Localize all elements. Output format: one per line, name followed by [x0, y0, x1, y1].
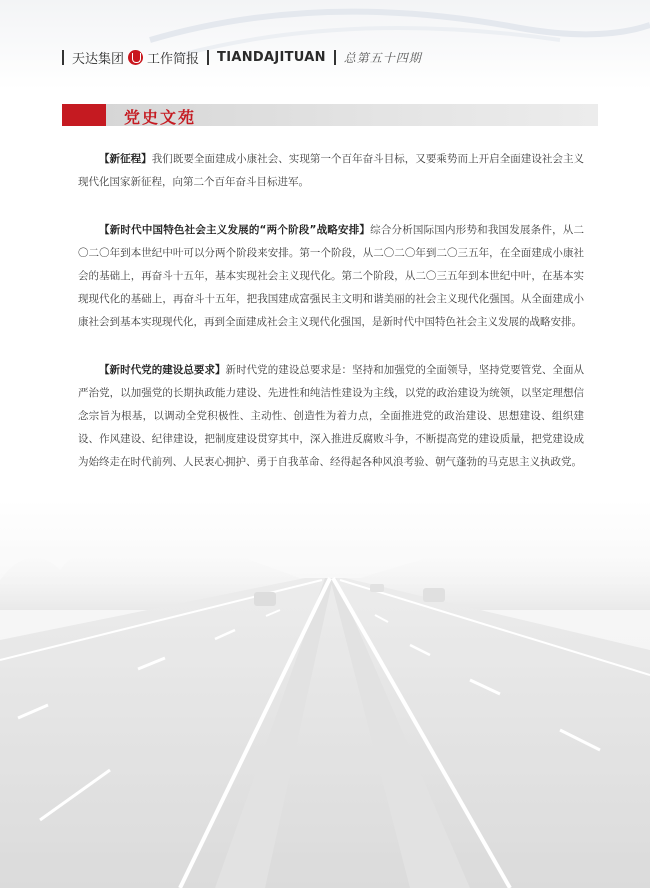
page-header — [62, 46, 422, 68]
header-divider — [207, 50, 209, 65]
header-swoosh-decoration — [0, 0, 650, 90]
paragraph-text: 新时代党的建设总要求是：坚持和加强党的全面领导，坚持党要管党、全面从严治党，以加强党的长期执政能力建设、先进性和纯洁性建设为主线，以党的政治建设为统领，以坚定理想信念宗旨为根基，以调动全党积极性、主动性、创造性为着力点，全面推进党的政治建设、思想建设、组织建设、作风建设、纪律建设，把制度建设贯穿其中，深入推进反腐败斗争，不断提高党的建设质量，把党建设成为始终走在时代前列、人民衷心拥护、勇于自我革命、经得起各种风浪考验、朝气蓬勃的马克思主义执政党。 — [78, 364, 585, 468]
header-divider — [334, 50, 336, 65]
paragraph-lead: 【新时代党的建设总要求】 — [99, 364, 226, 376]
paragraph-text: 综合分析国际国内形势和我国发展条件，从二〇二〇年到本世纪中叶可以分两个阶段来安排。第一个阶段，从二〇二〇年到二〇三五年，在全面建成小康社会的基础上，再奋斗十五年，基本实现社会主义现代化。第二个阶段，从二〇三五年到本世纪中叶，在基本实现现代化的基础上，再奋斗十五年，把我国建成富强民主文明和谐美丽的社会主义现代化强国。从全面建成小康社会到基本实现现代化，再到全面建成社会主义现代化强国，是新时代中国特色社会主义发展的战略安排。 — [78, 224, 584, 328]
article-body — [78, 148, 584, 499]
company-logo-icon — [128, 50, 143, 65]
header-company: 天达集团 — [72, 51, 125, 67]
paragraph-lead: 【新征程】 — [99, 153, 152, 165]
section-red-block — [62, 104, 106, 126]
highway-background-image — [0, 500, 650, 888]
paragraph-lead: 【新时代中国特色社会主义发展的“两个阶段”战略安排】 — [99, 224, 371, 236]
paragraph-text: 我们既要全面建成小康社会、实现第一个百年奋斗目标，又要乘势而上开启全面建设社会主义现代化国家新征程，向第二个百年奋斗目标进军。 — [78, 153, 585, 188]
paragraph-party-building — [78, 359, 584, 474]
header-publication: 工作简报 — [147, 51, 200, 67]
section-title-bar — [62, 104, 598, 126]
section-title: 党史文苑 — [124, 108, 197, 127]
paragraph-two-stages — [78, 219, 584, 334]
header-divider — [62, 50, 64, 65]
header-brand: TIANDAJITUAN — [217, 49, 326, 65]
paragraph-new-journey — [78, 148, 584, 194]
header-issue-number: 总第五十四期 — [343, 50, 422, 65]
